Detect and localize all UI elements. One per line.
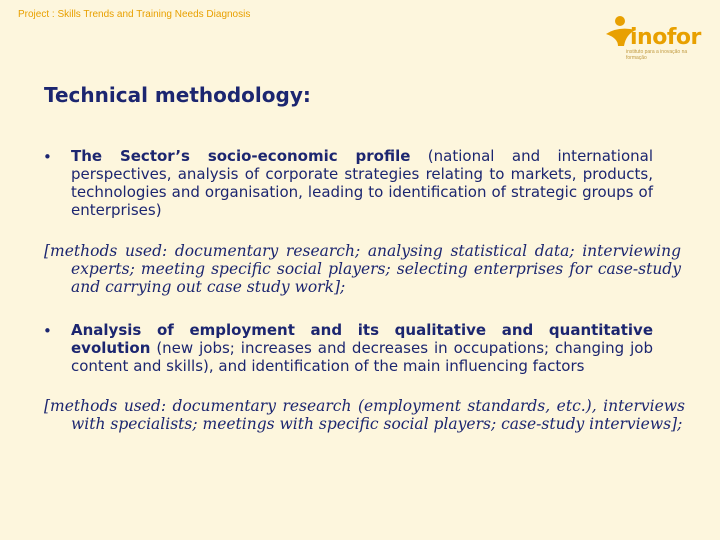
logo-name: inofor	[630, 25, 701, 50]
header-project-line: Project : Skills Trends and Training Needs Diagnosis	[18, 9, 251, 20]
section-1-text: (national and international perspectives, analysis of corporate strategies relating to markets, products, technologies and organisation, leading to identification of strategic groups of enterprises)	[71, 147, 653, 219]
project-name: Skills Trends and Training Needs Diagnosis	[57, 9, 251, 20]
section-1-methods: [methods used: documentary research; analysing statistical data; interviewing experts; meeting specific social players; selecting enterprises for case-study and carrying out case study work];	[44, 242, 681, 296]
section-2-heading: Analysis of employment and its qualitative and quantitative evolution	[71, 321, 653, 357]
bullet-1: •	[43, 148, 52, 166]
section-2-text: (new jobs; increases and decreases in occupations; changing job content and skills), and identification of the main influencing factors	[71, 339, 653, 375]
section-1-heading: The Sector’s socio-economic profile	[71, 147, 411, 165]
bullet-2: •	[43, 322, 52, 340]
section-2-methods: [methods used: documentary research (employment standards, etc.), interviews with specialists; meetings with specific social players; case-study interviews];	[44, 397, 685, 433]
section-1-paragraph	[71, 147, 653, 219]
section-2-paragraph	[71, 321, 653, 375]
logo-tagline: instituto para a inovação na formação	[626, 49, 688, 61]
project-label: Project	[18, 9, 50, 20]
page-title: Technical methodology:	[44, 83, 311, 107]
